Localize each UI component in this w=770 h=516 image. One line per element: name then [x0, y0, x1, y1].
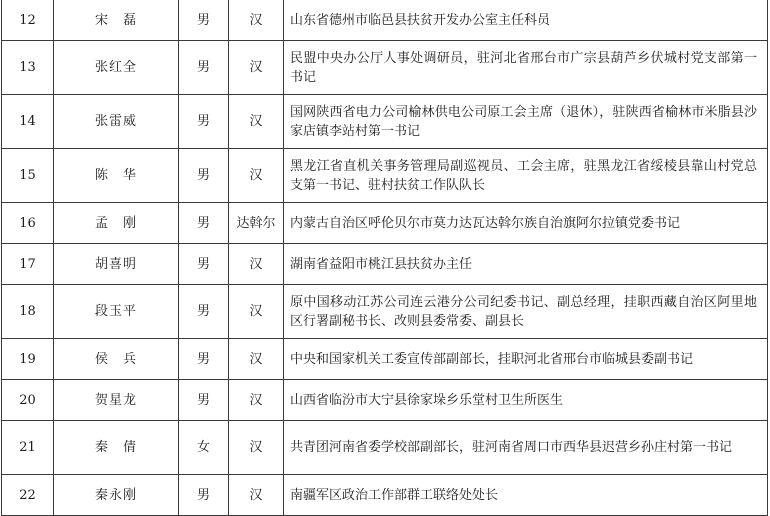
table-row — [2, 380, 768, 421]
position-cell: 山西省临汾市大宁县徐家垛乡乐堂村卫生所医生 — [284, 380, 768, 421]
gender-cell: 男 — [179, 149, 229, 203]
position-cell: 黑龙江省直机关事务管理局副巡视员、工会主席，驻黑龙江省绥棱县靠山村党总支第一书记、驻村扶贫工作队队长 — [284, 149, 768, 203]
gender-cell: 女 — [179, 421, 229, 475]
position-cell: 共青团河南省委学校部副部长，驻河南省周口市西华县迟营乡孙庄村第一书记 — [284, 421, 768, 475]
position-cell: 湖南省益阳市桃江县扶贫办主任 — [284, 244, 768, 285]
person-name: 胡喜明 — [54, 244, 179, 285]
row-number: 17 — [2, 244, 54, 285]
table-row — [2, 285, 768, 339]
ethnicity-cell: 汉 — [229, 339, 284, 380]
person-name: 秦永刚 — [54, 475, 179, 516]
position-cell: 南疆军区政治工作部群工联络处处长 — [284, 475, 768, 516]
position-cell: 中央和国家机关工委宣传部副部长，挂职河北省邢台市临城县委副书记 — [284, 339, 768, 380]
row-number: 13 — [2, 41, 54, 95]
person-name: 秦 倩 — [54, 421, 179, 475]
person-name: 张雷威 — [54, 95, 179, 149]
table-row — [2, 339, 768, 380]
table-row — [2, 41, 768, 95]
position-cell: 国网陕西省电力公司榆林供电公司原工会主席（退休），驻陕西省榆林市米脂县沙家店镇李站村第一书记 — [284, 95, 768, 149]
ethnicity-cell: 汉 — [229, 421, 284, 475]
position-cell: 山东省德州市临邑县扶贫开发办公室主任科员 — [284, 0, 768, 41]
ethnicity-cell: 汉 — [229, 149, 284, 203]
awardee-table — [1, 0, 768, 516]
person-name: 段玉平 — [54, 285, 179, 339]
gender-cell: 男 — [179, 41, 229, 95]
person-name: 贺星龙 — [54, 380, 179, 421]
ethnicity-cell: 汉 — [229, 244, 284, 285]
table-row — [2, 149, 768, 203]
ethnicity-cell: 汉 — [229, 285, 284, 339]
person-name: 张红全 — [54, 41, 179, 95]
ethnicity-cell: 汉 — [229, 475, 284, 516]
row-number: 16 — [2, 203, 54, 244]
gender-cell: 男 — [179, 285, 229, 339]
row-number: 22 — [2, 475, 54, 516]
table-row — [2, 244, 768, 285]
table-row — [2, 475, 768, 516]
position-cell: 民盟中央办公厅人事处调研员，驻河北省邢台市广宗县葫芦乡伏城村党支部第一书记 — [284, 41, 768, 95]
person-name: 宋 磊 — [54, 0, 179, 41]
row-number: 19 — [2, 339, 54, 380]
table-row — [2, 95, 768, 149]
person-name: 孟 刚 — [54, 203, 179, 244]
gender-cell: 男 — [179, 475, 229, 516]
gender-cell: 男 — [179, 0, 229, 41]
ethnicity-cell: 汉 — [229, 0, 284, 41]
ethnicity-cell: 达斡尔 — [229, 203, 284, 244]
position-cell: 内蒙古自治区呼伦贝尔市莫力达瓦达斡尔族自治旗阿尔拉镇党委书记 — [284, 203, 768, 244]
ethnicity-cell: 汉 — [229, 380, 284, 421]
row-number: 14 — [2, 95, 54, 149]
ethnicity-cell: 汉 — [229, 95, 284, 149]
row-number: 21 — [2, 421, 54, 475]
gender-cell: 男 — [179, 203, 229, 244]
row-number: 18 — [2, 285, 54, 339]
position-cell: 原中国移动江苏公司连云港分公司纪委书记、副总经理，挂职西藏自治区阿里地区行署副秘书长、改则县委常委、副县长 — [284, 285, 768, 339]
gender-cell: 男 — [179, 244, 229, 285]
person-name: 陈 华 — [54, 149, 179, 203]
gender-cell: 男 — [179, 339, 229, 380]
row-number: 20 — [2, 380, 54, 421]
gender-cell: 男 — [179, 95, 229, 149]
table-row — [2, 421, 768, 475]
gender-cell: 男 — [179, 380, 229, 421]
ethnicity-cell: 汉 — [229, 41, 284, 95]
row-number: 15 — [2, 149, 54, 203]
table-row — [2, 0, 768, 41]
row-number: 12 — [2, 0, 54, 41]
table-row — [2, 203, 768, 244]
person-name: 侯 兵 — [54, 339, 179, 380]
